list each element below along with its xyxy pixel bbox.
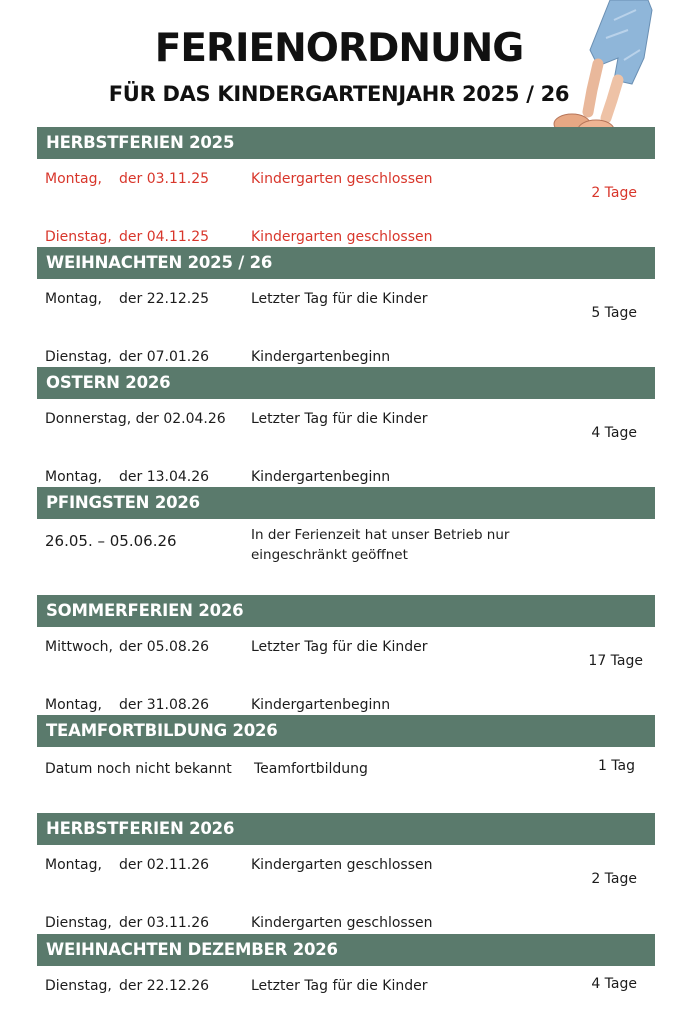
row-date: der 03.11.26 <box>119 915 210 931</box>
page-title: FERIENORDNUNG <box>154 26 524 71</box>
section-title: WEIHNACHTEN DEZEMBER 2026 <box>37 934 655 966</box>
row-day: Dienstag, <box>45 978 112 994</box>
section-title: OSTERN 2026 <box>37 367 655 399</box>
note-text <box>251 525 551 565</box>
list-item <box>37 405 655 434</box>
row-description: Teamfortbildung <box>254 761 368 777</box>
row-description: Letzter Tag für die Kinder <box>251 411 428 427</box>
section-title: TEAMFORTBILDUNG 2026 <box>37 715 655 747</box>
row-description: Kindergartenbeginn <box>251 349 391 365</box>
page-subtitle: FÜR DAS KINDERGARTENJAHR 2025 / 26 <box>108 82 570 106</box>
list-item <box>37 165 655 194</box>
row-day: Mittwoch, <box>45 639 113 655</box>
row-description: Kindergarten geschlossen <box>251 171 433 187</box>
section-sommerferien-2026 <box>37 595 655 713</box>
row-description: Letzter Tag für die Kinder <box>251 291 428 307</box>
row-description: Kindergartenbeginn <box>251 697 391 713</box>
list-item <box>37 851 655 880</box>
row-date: der 13.04.26 <box>119 469 210 485</box>
list-item <box>37 755 655 784</box>
row-date: der 22.12.26 <box>119 978 210 994</box>
section-herbstferien-2025 <box>37 127 655 245</box>
row-date: der 03.11.25 <box>119 171 210 187</box>
section-weihnachten-dezember-2026 <box>37 934 655 1024</box>
row-day: Montag, <box>45 469 102 485</box>
section-title: HERBSTFERIEN 2025 <box>37 127 655 159</box>
days-count: 4 Tage <box>591 425 637 441</box>
row-description: Kindergarten geschlossen <box>251 857 433 873</box>
list-item <box>37 285 655 314</box>
list-item <box>37 972 655 1001</box>
row-date: der 31.08.26 <box>119 697 210 713</box>
section-weihnachten-2025-26 <box>37 247 655 365</box>
days-count: 4 Tage <box>591 976 637 992</box>
row-description: Letzter Tag für die Kinder <box>251 639 428 655</box>
days-count: 17 Tage <box>588 653 643 669</box>
section-title: PFINGSTEN 2026 <box>37 487 655 519</box>
row-date: der 07.01.26 <box>119 349 210 365</box>
section-herbstferien-2026 <box>37 813 655 931</box>
section-title: HERBSTFERIEN 2026 <box>37 813 655 845</box>
row-description: Kindergarten geschlossen <box>251 229 433 245</box>
section-title: WEIHNACHTEN 2025 / 26 <box>37 247 655 279</box>
row-date: der 22.12.25 <box>119 291 210 307</box>
date-range: 26.05. – 05.06.26 <box>45 532 177 550</box>
note-line: In der Ferienzeit hat unser Betrieb nur <box>251 527 510 543</box>
row-day: Datum noch nicht bekannt <box>45 761 232 777</box>
row-day: Dienstag, <box>45 229 112 245</box>
row-day: Montag, <box>45 697 102 713</box>
row-description: Kindergartenbeginn <box>251 469 391 485</box>
section-ostern-2026 <box>37 367 655 485</box>
section-teamfortbildung-2026 <box>37 715 655 811</box>
days-count: 5 Tage <box>591 305 637 321</box>
list-item <box>37 633 655 662</box>
row-day: Montag, <box>45 171 102 187</box>
row-description: Kindergarten geschlossen <box>251 915 433 931</box>
row-date: der 05.08.26 <box>119 639 210 655</box>
row-day: Dienstag, <box>45 915 112 931</box>
row-day: Montag, <box>45 857 102 873</box>
days-count: 2 Tage <box>591 185 637 201</box>
row-day: Montag, <box>45 291 102 307</box>
row-date: der 02.11.26 <box>119 857 210 873</box>
row-day: Donnerstag, der 02.04.26 <box>45 411 226 427</box>
row-day: Dienstag, <box>45 349 112 365</box>
row-date: der 04.11.25 <box>119 229 210 245</box>
days-count: 2 Tage <box>591 871 637 887</box>
section-pfingsten-2026 <box>37 487 655 589</box>
row-description: Letzter Tag für die Kinder <box>251 978 428 994</box>
section-title: SOMMERFERIEN 2026 <box>37 595 655 627</box>
days-count: 1 Tag <box>597 758 635 774</box>
note-line: eingeschränkt geöffnet <box>251 547 408 563</box>
